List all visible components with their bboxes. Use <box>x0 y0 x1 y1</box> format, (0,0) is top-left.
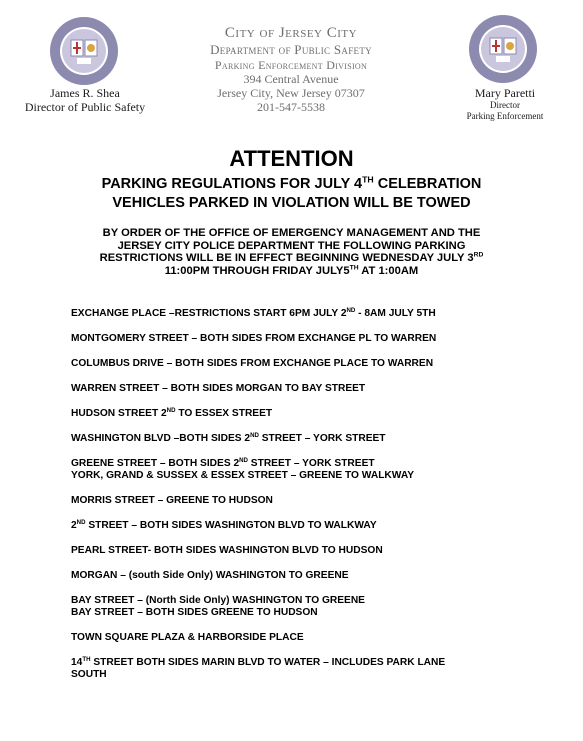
headline <box>0 175 583 213</box>
letterhead-address2: Jersey City, New Jersey 07307 <box>217 86 365 100</box>
restriction-item: 14TH STREET BOTH SIDES MARIN BLVD TO WATER – INCLUDES PARK LANE SOUTH <box>71 656 446 680</box>
order-line1: BY ORDER OF THE OFFICE OF EMERGENCY MANAGEMENT AND THE <box>102 227 481 239</box>
headline-line1: PARKING REGULATIONS FOR JULY 4TH CELEBRATION <box>101 174 482 192</box>
right-official <box>450 86 560 122</box>
left-official-name: James R. Shea <box>50 86 120 100</box>
right-official-title-line1: Director <box>490 100 520 110</box>
restriction-item: TOWN SQUARE PLAZA & HARBORSIDE PLACE <box>71 632 304 643</box>
letterhead-department: Department of Public Safety <box>210 42 372 57</box>
restriction-item: COLUMBUS DRIVE – BOTH SIDES FROM EXCHANGE PLACE TO WARREN <box>71 358 434 369</box>
restriction-item: PEARL STREET- BOTH SIDES WASHINGTON BLVD TO HUDSON <box>71 545 383 556</box>
letterhead-address1: 394 Central Avenue <box>243 72 339 86</box>
restrictions-list <box>71 308 531 681</box>
restriction-item: MORRIS STREET – GREENE TO HUDSON <box>71 495 273 506</box>
order-notice <box>70 227 513 277</box>
headline-line2: VEHICLES PARKED IN VIOLATION WILL BE TOWED <box>112 195 471 211</box>
letterhead <box>150 24 432 114</box>
restriction-item: WARREN STREET – BOTH SIDES MORGAN TO BAY STREET <box>71 383 366 394</box>
right-official-title-line2: Parking Enforcement <box>466 111 544 121</box>
restriction-item: BAY STREET – (North Side Only) WASHINGTON TO GREENE BAY STREET – BOTH SIDES GREENE TO HUDSON <box>71 595 365 618</box>
restriction-item: GREENE STREET – BOTH SIDES 2ND STREET – YORK STREET YORK, GRAND & SUSSEX & ESSEX STREET – GREENE TO WALKWAY <box>71 457 415 481</box>
left-official-title: Director of Public Safety <box>24 100 146 114</box>
restriction-item: EXCHANGE PLACE –RESTRICTIONS START 6PM JULY 2ND - 8AM JULY 5TH <box>71 307 436 319</box>
restriction-item: MORGAN – (south Side Only) WASHINGTON TO GREENE <box>71 570 349 581</box>
page-title: ATTENTION <box>229 146 354 171</box>
restriction-item: HUDSON STREET 2ND TO ESSEX STREET <box>71 407 273 419</box>
order-line3: RESTRICTIONS WILL BE IN EFFECT BEGINNING WEDNESDAY JULY 3RD <box>99 251 484 264</box>
public-safety-seal-left <box>49 16 119 86</box>
restriction-item: WASHINGTON BLVD –BOTH SIDES 2ND STREET – YORK STREET <box>71 432 386 444</box>
letterhead-city: City of Jersey City <box>224 25 358 41</box>
restriction-item: 2ND STREET – BOTH SIDES WASHINGTON BLVD TO WALKWAY <box>71 519 377 531</box>
restriction-item: MONTGOMERY STREET – BOTH SIDES FROM EXCHANGE PL TO WARREN <box>71 333 437 344</box>
letterhead-phone: 201-547-5538 <box>257 100 325 114</box>
order-line2: JERSEY CITY POLICE DEPARTMENT THE FOLLOWING PARKING <box>117 239 466 252</box>
right-official-name: Mary Paretti <box>474 86 536 100</box>
public-safety-seal-right <box>468 14 538 84</box>
letterhead-division: Parking Enforcement Division <box>214 58 368 72</box>
left-official <box>10 86 160 114</box>
order-line4: 11:00PM THROUGH FRIDAY JULY5TH AT 1:00AM <box>164 264 419 277</box>
